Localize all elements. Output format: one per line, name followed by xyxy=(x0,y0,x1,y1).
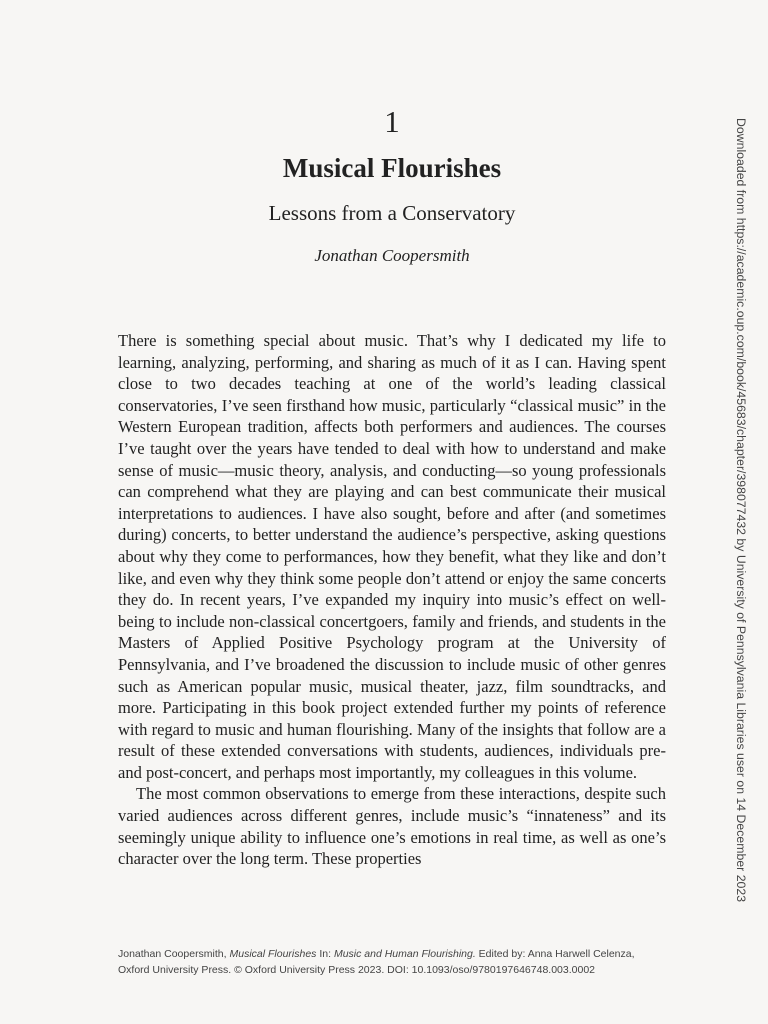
paragraph-1: There is something special about music. That’s why I dedicated my life to learning, analyzing, performing, and sharing as much of it as I can. Having spent close to two decades teaching at one of the world’s leading classical conservatories, I’ve seen firsthand how music, particularly “classical music” in the Western European tradition, affects both performers and audiences. The courses I’ve taught over the years have tended to deal with how to understand and make sense of music—music theory, analysis, and conducting—so young professionals can comprehend what they are playing and can best communicate their musical interpretations to audiences. I have also sought, before and after (and sometimes during) concerts, to better understand the audience’s perspective, asking questions about why they come to performances, how they benefit, what they like and don’t like, and even why they think some people don’t attend or enjoy the same concerts they do. In recent years, I’ve expanded my inquiry into music’s effect on well-being to include non-classical concertgoers, family and friends, and students in the Masters of Applied Positive Psychology program at the University of Pennsylvania, and I’ve broadened the discussion to include music of other genres such as American popular music, musical theater, jazz, film soundtracks, and more. Participating in this book project extended further my points of reference with regard to music and human flourishing. Many of the insights that follow are a result of these extended conversations with students, audiences, individuals pre- and post-concert, and perhaps most importantly, my colleagues in this volume. xyxy=(118,331,666,782)
footnote-in: In: xyxy=(316,948,334,960)
footnote-chapter-title: Musical Flourishes xyxy=(229,948,317,960)
chapter-author: Jonathan Coopersmith xyxy=(314,246,470,265)
chapter-number: 1 xyxy=(384,104,400,139)
footnote-author: Jonathan Coopersmith, xyxy=(118,948,230,960)
chapter-subtitle: Lessons from a Conservatory xyxy=(268,201,516,225)
footnote-book-title: Music and Human Flourishing. xyxy=(333,948,476,960)
chapter-title: Musical Flourishes xyxy=(282,153,502,183)
paragraph-2: The most common observations to emerge from these interactions, despite such varied audiences across different genres, include music’s “innateness” and its seemingly unique ability to influence one’s emotions in real time, as well as one’s character over the long term. These properties xyxy=(118,784,666,869)
body-text xyxy=(118,330,666,870)
download-notice: Downloaded from https://academic.oup.com/book/45683/chapter/398077432 by University of Pennsylvania Libraries user on 14 December 2023 xyxy=(734,118,748,903)
footnote-citation xyxy=(118,946,678,978)
footnote-editor: Edited by: Anna Harwell Celenza, xyxy=(475,948,635,960)
footnote-publisher-doi: Oxford University Press. © Oxford University Press 2023. DOI: 10.1093/oso/9780197646748.003.0002 xyxy=(118,964,595,976)
